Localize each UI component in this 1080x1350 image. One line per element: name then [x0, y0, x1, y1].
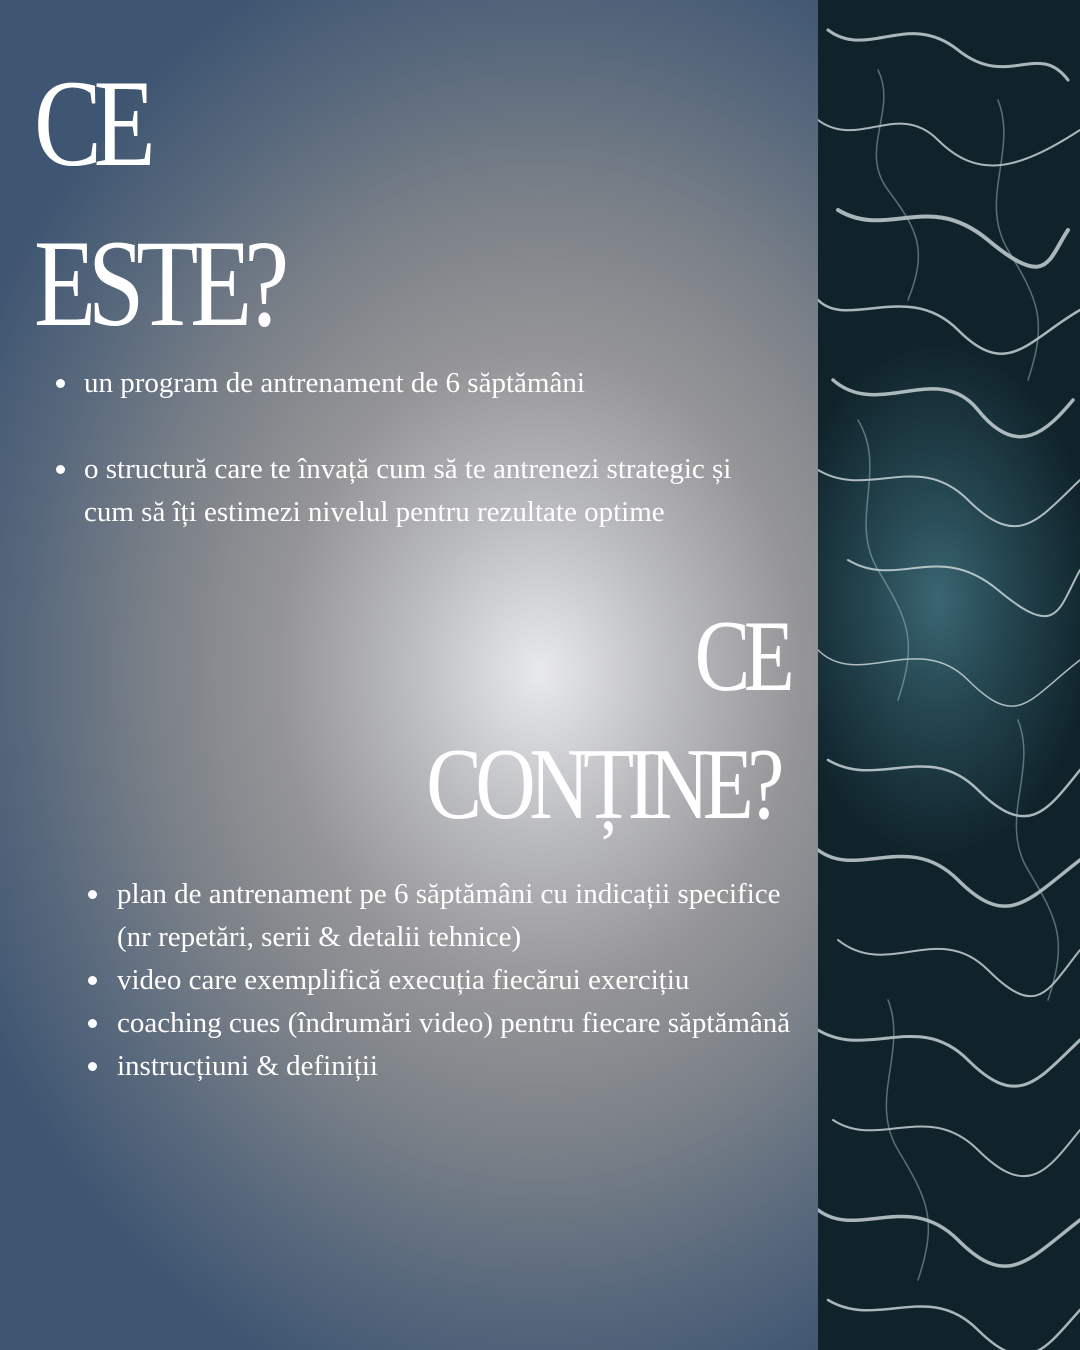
bullet-icon [56, 465, 65, 474]
list-item [84, 362, 784, 405]
bullet-icon [88, 1062, 97, 1071]
heading-ce-este-line-1: CE [34, 55, 148, 192]
heading-ce-contine-line-2: CONȚINE? [426, 728, 778, 841]
ce-este-list [84, 362, 784, 534]
list-item-text: o structură care te învață cum să te antrenezi strategic și cum să îți estimezi nivelul pentru rezultate optime [84, 453, 732, 528]
list-item [117, 959, 807, 1002]
ocean-waves-image [818, 0, 1080, 1350]
bullet-icon [88, 1019, 97, 1028]
list-item-text: un program de antrenament de 6 săptămâni [84, 367, 585, 399]
bullet-icon [56, 379, 65, 388]
heading-ce-este-line-2: ESTE? [34, 215, 282, 352]
heading-ce-contine-line-1: CE [694, 600, 788, 713]
bullet-icon [88, 890, 97, 899]
list-item [84, 448, 784, 534]
bullet-icon [88, 976, 97, 985]
ocean-photo [818, 0, 1080, 1350]
list-item-text: video care exemplifică execuția fiecărui exercițiu [117, 964, 690, 996]
list-item-text: coaching cues (îndrumări video) pentru fiecare săptămână [117, 1007, 791, 1039]
ce-contine-list [117, 873, 807, 1088]
list-item-text: instrucțiuni & definiții [117, 1050, 378, 1082]
list-item [117, 873, 807, 959]
list-item [117, 1045, 807, 1088]
list-item [117, 1002, 807, 1045]
list-item-text: plan de antrenament pe 6 săptămâni cu indicații specifice (nr repetări, serii & detalii tehnice) [117, 878, 781, 953]
